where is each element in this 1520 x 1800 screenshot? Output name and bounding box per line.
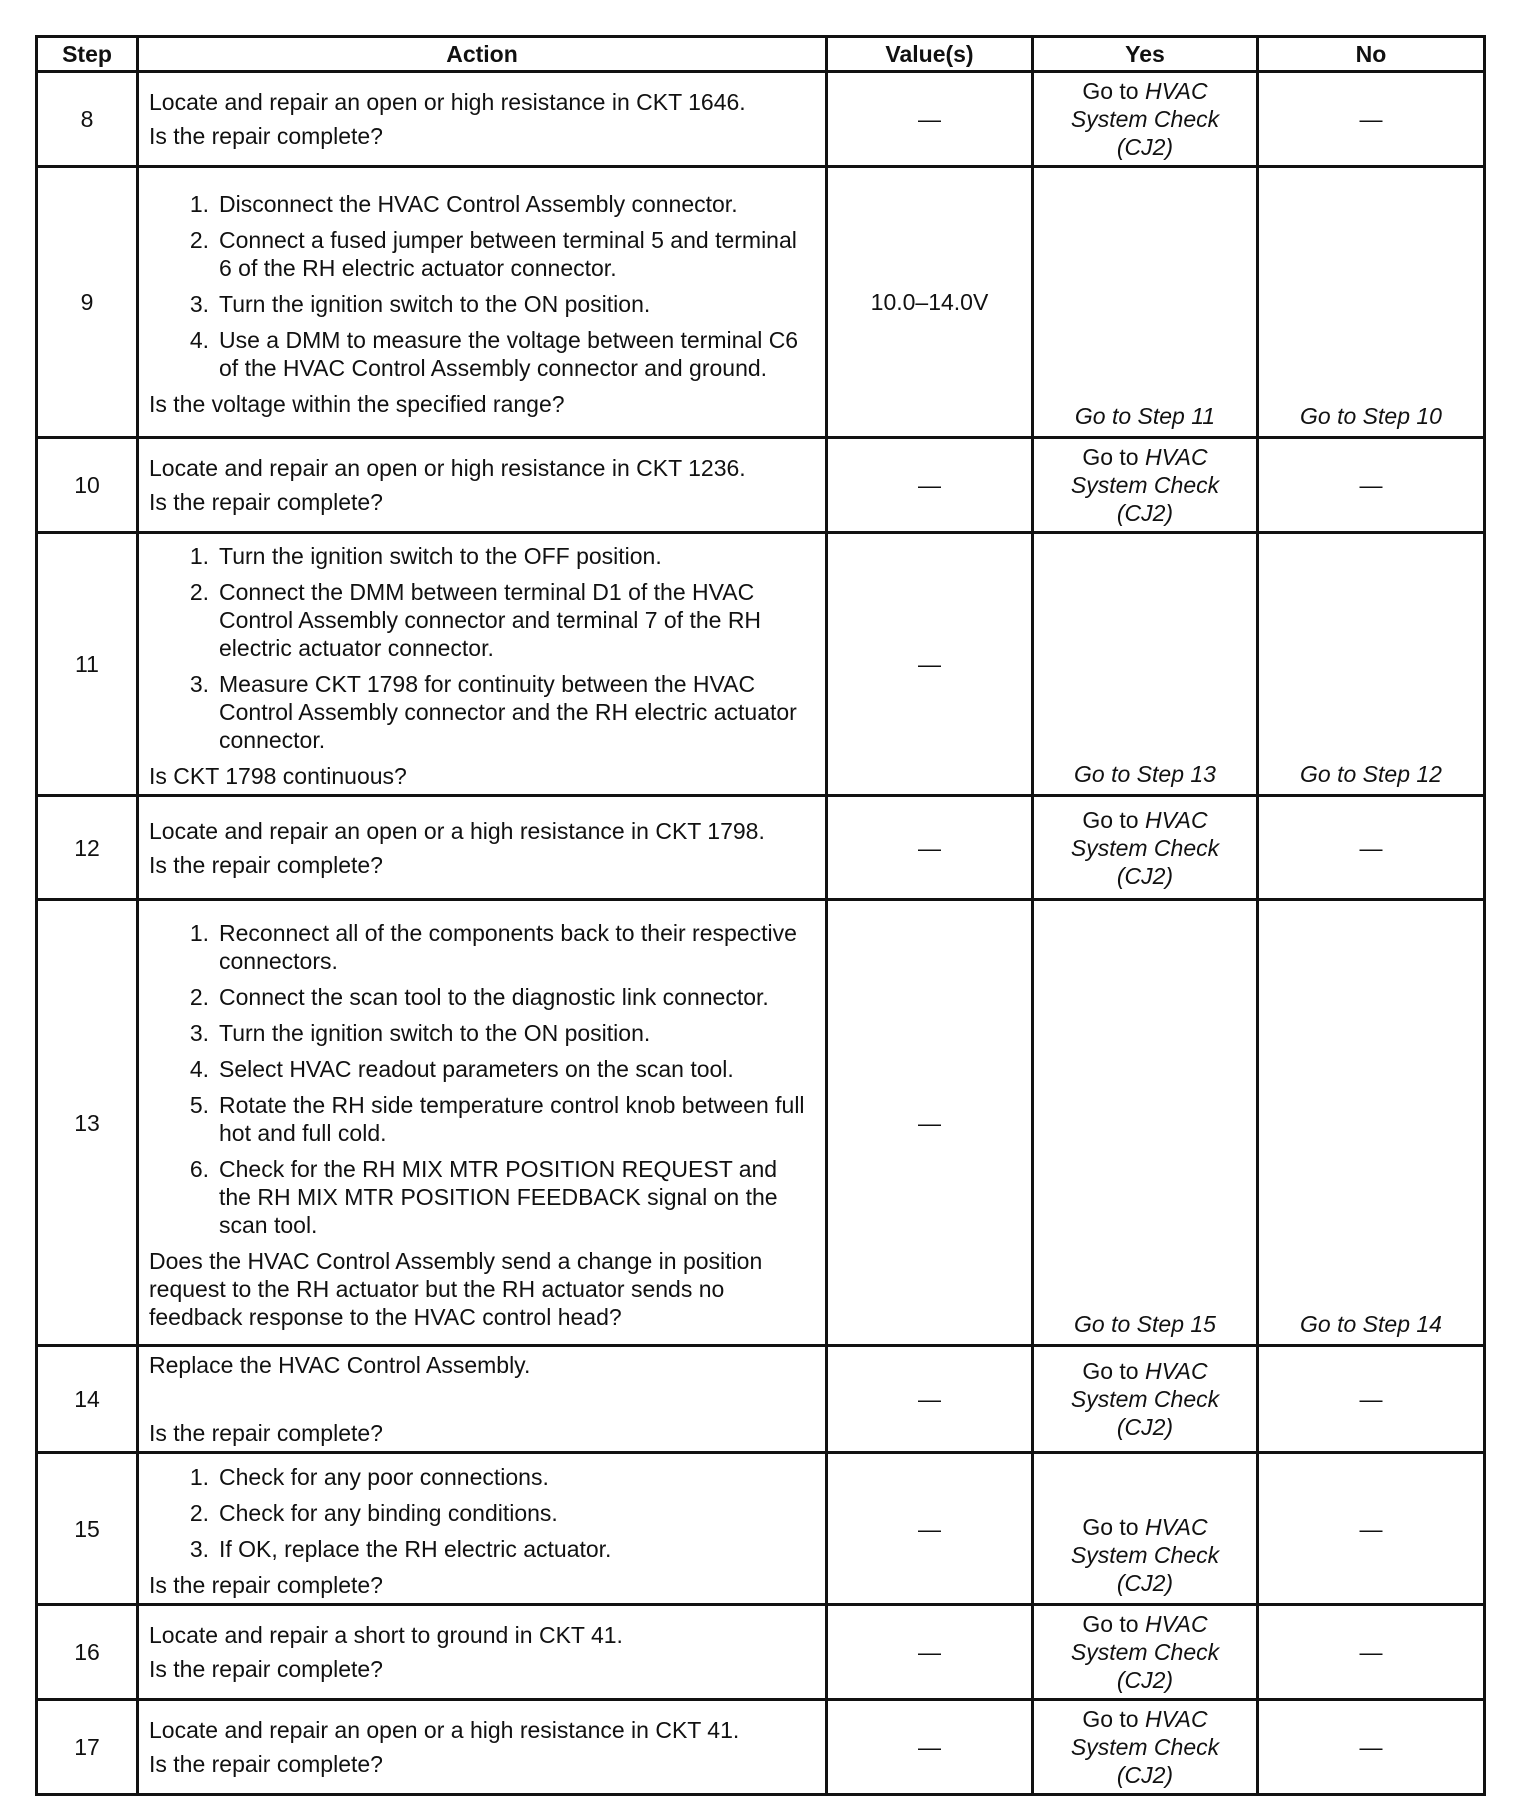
- action-question: Is the voltage within the specified range?: [149, 391, 565, 417]
- step-row-12: [37, 796, 1485, 900]
- step-number: 17: [37, 1700, 138, 1795]
- action-cell: [138, 438, 827, 533]
- header-action: Action: [138, 37, 827, 72]
- value-cell: —: [827, 900, 1033, 1346]
- list-item: 6. Check for the RH MIX MTR POSITION REQUEST and the RH MIX MTR POSITION FEEDBACK signal on the scan tool.: [189, 1155, 778, 1238]
- action-question: Does the HVAC Control Assembly send a change in position request to the RH actuator but the RH actuator sends no feedback response to the HVAC control head?: [149, 1247, 763, 1330]
- value-cell: —: [827, 1700, 1033, 1795]
- action-text: Locate and repair an open or high resistance in CKT 1236.: [149, 455, 746, 481]
- action-text: Locate and repair an open or high resistance in CKT 1646.: [149, 89, 746, 115]
- header-row: [37, 37, 1485, 72]
- value-cell: 10.0–14.0V: [827, 167, 1033, 438]
- list-item: 1. Check for any poor connections.: [189, 1463, 549, 1490]
- action-question: Is the repair complete?: [149, 1571, 383, 1598]
- yes-cell: Go to HVAC System Check (CJ2): [1033, 796, 1258, 900]
- list-item: 3. Turn the ignition switch to the ON position.: [189, 1019, 651, 1046]
- action-cell: [138, 1346, 827, 1453]
- value-cell: —: [827, 1346, 1033, 1453]
- hvac-system-check-link: HVAC System Check (CJ2): [1070, 806, 1220, 889]
- action-question: Is the repair complete?: [149, 851, 383, 878]
- no-cell: —: [1258, 1453, 1485, 1605]
- hvac-system-check-link: HVAC System Check (CJ2): [1070, 444, 1220, 526]
- no-cell: —: [1258, 1346, 1485, 1453]
- no-cell: Go to Step 12: [1258, 533, 1485, 796]
- action-cell: [138, 72, 827, 167]
- list-item: 2. Check for any binding conditions.: [189, 1499, 558, 1526]
- step-row-10: [37, 438, 1485, 533]
- header-values: Value(s): [827, 37, 1033, 72]
- step-number: 10: [37, 438, 138, 533]
- list-item: 2. Connect the DMM between terminal D1 of the HVAC Control Assembly connector and terminal 7 of the RH electric actuator connector.: [189, 579, 762, 661]
- no-cell: —: [1258, 1605, 1485, 1700]
- action-cell: [138, 900, 827, 1346]
- step-number: 12: [37, 796, 138, 900]
- header-yes: Yes: [1033, 37, 1258, 72]
- list-item: 3. Measure CKT 1798 for continuity between the HVAC Control Assembly connector and the RH electric actuator connector.: [189, 671, 797, 753]
- step-row-13: [37, 900, 1485, 1346]
- list-item: 5. Rotate the RH side temperature control knob between full hot and full cold.: [189, 1091, 805, 1146]
- no-cell: —: [1258, 796, 1485, 900]
- step-number: 8: [37, 72, 138, 167]
- action-cell: [138, 533, 827, 796]
- yes-cell: Go to Step 15: [1033, 900, 1258, 1346]
- step-row-14: [37, 1346, 1485, 1453]
- yes-cell: Go to HVAC System Check (CJ2): [1033, 1605, 1258, 1700]
- header-step: Step: [37, 37, 138, 72]
- list-item: 1. Disconnect the HVAC Control Assembly connector.: [189, 191, 738, 217]
- no-cell: —: [1258, 1700, 1485, 1795]
- yes-cell: Go to Step 11: [1033, 167, 1258, 438]
- hvac-system-check-link: HVAC System Check (CJ2): [1070, 1611, 1220, 1693]
- action-text: Locate and repair a short to ground in CKT 41.: [149, 1622, 623, 1648]
- list-item: 1. Turn the ignition switch to the OFF position.: [189, 543, 662, 569]
- action-question: Is the repair complete?: [149, 1420, 383, 1446]
- hvac-system-check-link: HVAC System Check (CJ2): [1070, 1358, 1220, 1440]
- hvac-system-check-link: HVAC System Check (CJ2): [1070, 1514, 1220, 1596]
- header-no: No: [1258, 37, 1485, 72]
- step-row-17: [37, 1700, 1485, 1795]
- value-cell: —: [827, 796, 1033, 900]
- step-row-9: [37, 167, 1485, 438]
- action-cell: [138, 167, 827, 438]
- step-row-15: [37, 1453, 1485, 1605]
- list-item: 3. Turn the ignition switch to the ON position.: [189, 291, 651, 317]
- yes-cell: Go to HVAC System Check (CJ2): [1033, 1453, 1258, 1605]
- action-cell: [138, 796, 827, 900]
- value-cell: —: [827, 1605, 1033, 1700]
- action-text: Replace the HVAC Control Assembly.: [149, 1352, 531, 1378]
- list-item: 4. Select HVAC readout parameters on the scan tool.: [189, 1055, 734, 1082]
- action-question: Is CKT 1798 continuous?: [149, 763, 407, 789]
- list-item: 4. Use a DMM to measure the voltage between terminal C6 of the HVAC Control Assembly connector and ground.: [189, 327, 799, 381]
- yes-cell: Go to HVAC System Check (CJ2): [1033, 1346, 1258, 1453]
- list-item: 3. If OK, replace the RH electric actuator.: [189, 1535, 612, 1562]
- no-cell: Go to Step 10: [1258, 167, 1485, 438]
- list-item: 2. Connect a fused jumper between terminal 5 and terminal 6 of the RH electric actuator connector.: [189, 227, 797, 281]
- action-cell: [138, 1605, 827, 1700]
- step-number: 14: [37, 1346, 138, 1453]
- yes-cell: Go to HVAC System Check (CJ2): [1033, 1700, 1258, 1795]
- step-number: 13: [37, 900, 138, 1346]
- action-question: Is the repair complete?: [149, 489, 383, 515]
- action-question: Is the repair complete?: [149, 123, 383, 149]
- no-cell: Go to Step 14: [1258, 900, 1485, 1346]
- action-list: [149, 1463, 815, 1563]
- action-question: Is the repair complete?: [149, 1656, 383, 1682]
- step-row-11: [37, 533, 1485, 796]
- value-cell: —: [827, 533, 1033, 796]
- no-cell: —: [1258, 72, 1485, 167]
- yes-cell: Go to HVAC System Check (CJ2): [1033, 438, 1258, 533]
- step-row-16: [37, 1605, 1485, 1700]
- list-item: 1. Reconnect all of the components back to their respective connectors.: [189, 919, 797, 974]
- action-list: [149, 190, 815, 382]
- hvac-system-check-link: HVAC System Check (CJ2): [1070, 78, 1220, 160]
- action-list: [149, 542, 815, 754]
- no-cell: —: [1258, 438, 1485, 533]
- action-text: Locate and repair an open or a high resistance in CKT 41.: [149, 1717, 740, 1743]
- value-cell: —: [827, 438, 1033, 533]
- action-cell: [138, 1453, 827, 1605]
- step-number: 9: [37, 167, 138, 438]
- action-question: Is the repair complete?: [149, 1751, 383, 1777]
- step-number: 16: [37, 1605, 138, 1700]
- diagnostic-table: [35, 35, 1486, 1796]
- action-text: Locate and repair an open or a high resistance in CKT 1798.: [149, 817, 765, 844]
- value-cell: —: [827, 72, 1033, 167]
- step-row-8: [37, 72, 1485, 167]
- hvac-system-check-link: HVAC System Check (CJ2): [1070, 1706, 1220, 1788]
- value-cell: —: [827, 1453, 1033, 1605]
- action-list: [149, 919, 815, 1239]
- step-number: 15: [37, 1453, 138, 1605]
- action-cell: [138, 1700, 827, 1795]
- step-number: 11: [37, 533, 138, 796]
- yes-cell: Go to Step 13: [1033, 533, 1258, 796]
- list-item: 2. Connect the scan tool to the diagnostic link connector.: [189, 983, 769, 1010]
- yes-cell: Go to HVAC System Check (CJ2): [1033, 72, 1258, 167]
